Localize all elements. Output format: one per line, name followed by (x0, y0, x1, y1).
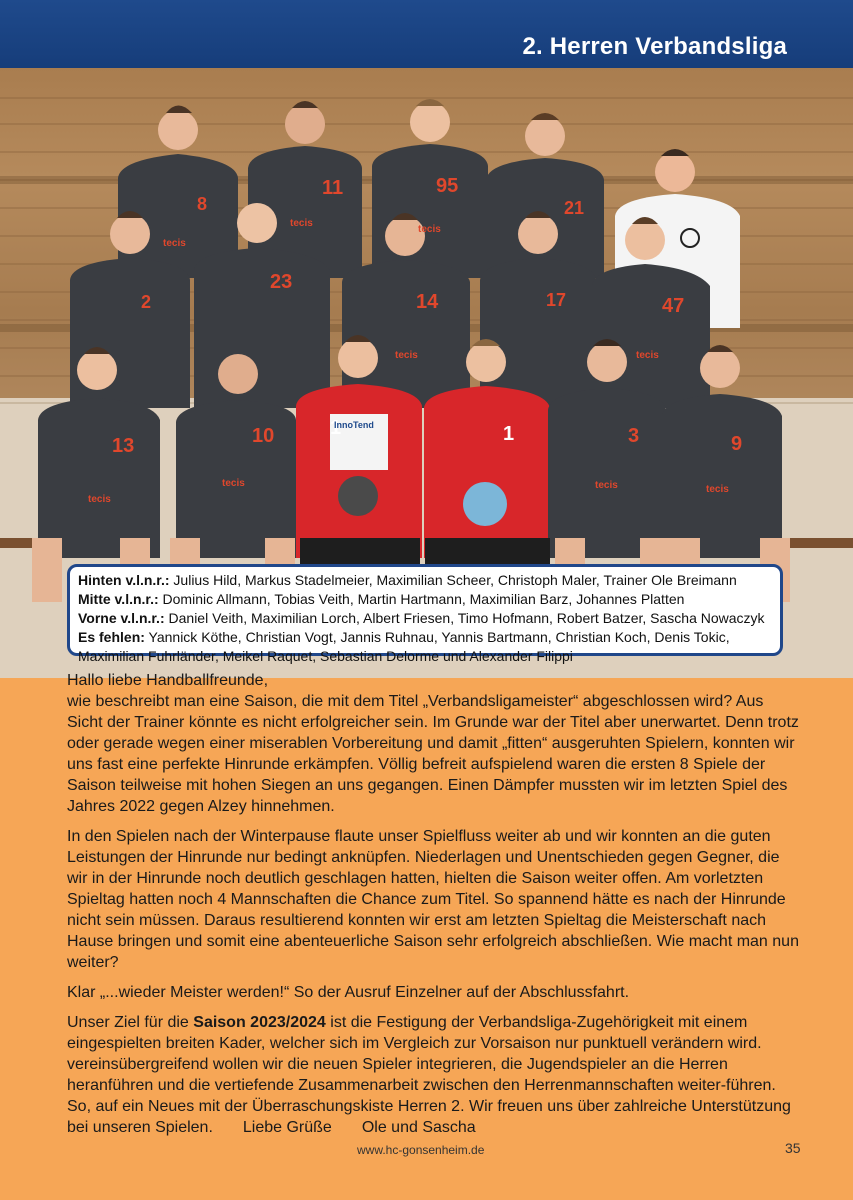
jersey-number: 9 (731, 433, 743, 455)
jersey-number: 1 (330, 417, 342, 439)
jersey-number: 95 (436, 175, 459, 197)
shirt-sponsor: tecis (595, 480, 618, 491)
caption-label: Es fehlen: (78, 629, 145, 645)
caption-line-mitte (78, 590, 780, 609)
caption-label: Mitte v.l.n.r.: (78, 591, 159, 607)
shirt-sponsor: tecis (418, 224, 441, 235)
article-paragraph: In den Spielen nach der Winterpause flaute unser Spielfluss weiter ab und wir konnten an die guten Leistungen der Hinrunde nur bedingt anknüpfen. Niederlagen und Unentschieden gegen Gegner, die wir in der Hinrunde noch deutlich geschlagen hatten, hielten die Saison weiter offen. Am vorletzten Spieltag hatten noch 4 Mannschaften die Chance zum Titel. So spannend hätte es nach der Hinrunde nicht sein müssen. Daraus resultierend konnten wir erst am letzten Spieltag die Meisterschaft nach Hause bringen und somit eine abenteuerliche Saison sehr erfolgreich abschließen. Wie macht man nun weiter? (67, 828, 799, 971)
caption-line-vorne (78, 609, 780, 628)
jersey-number: 21 (564, 198, 585, 218)
article-body (67, 670, 802, 1147)
caption-label: Vorne v.l.n.r.: (78, 610, 165, 626)
shirt-sponsor: tecis (636, 350, 659, 361)
shirt-sponsor: tecis (163, 238, 186, 249)
shirt-sponsor: tecis (222, 478, 245, 489)
keeper-sponsor: InnoTend (334, 420, 374, 430)
jersey-number: 14 (416, 291, 439, 313)
article-emphasis: Saison 2023/2024 (193, 1014, 326, 1031)
jersey-number: 47 (662, 295, 685, 317)
jersey-number: 3 (628, 425, 640, 447)
jersey-number: 10 (252, 425, 275, 447)
jersey-number: 2 (141, 292, 152, 312)
page-title: 2. Herren Verbandsliga (522, 33, 787, 60)
jersey-number: 13 (112, 435, 135, 457)
caption-names: Julius Hild, Markus Stadelmeier, Maximilian Scheer, Christoph Maler, Trainer Ole Breimann (169, 572, 737, 588)
footer-url: www.hc-gonsenheim.de (357, 1143, 485, 1157)
shirt-sponsor: tecis (88, 494, 111, 505)
caption-line-hinten (78, 571, 780, 590)
article-paragraph: wie beschreibt man eine Saison, die mit dem Titel „Verbandsligameister“ abgeschlossen wird? Aus Sicht der Trainer könnte es nicht erfolgreicher sein. Im Grunde war der Titel aber unerwartet. Denn trotz oder gerade wegen einer miserablen Vorbereitung und damit „fitten“ ausgeruhten Spielern, konnten wir uns fast eine perfekte Hinrunde erkämpfen. Völlig befreit aufspielend waren die ersten 8 Spiele der Saison teilweise mit hohen Siegen an uns gegangen. Einen Dämpfer mussten wir im letzten Spiel des Jahres 2022 gegen Alzey hinnehmen. (67, 693, 799, 815)
caption-names: Dominic Allmann, Tobias Veith, Martin Hartmann, Maximilian Barz, Johannes Platten (158, 591, 685, 607)
article-signature: Ole und Sascha (361, 1119, 476, 1136)
article-closing: Liebe Grüße (242, 1119, 332, 1136)
article-text: ist die Festigung der Verbandsliga-Zugehörigkeit mit einem eingespielten breiten Kader, welcher sich im Vergleich zur Vorsaison nur punktuell verändern wird. vereinsübergreifend wollen wir die neuen Spieler integrieren, die Jugendspieler an die Herren heranführen und die vertiefende Zusammenarbeit zwischen den Herrenmannschaften weiter-führen. So, auf ein Neues mit der Überraschungskiste Herren 2. Wir freuen uns über zahlreiche Unterstützung bei unseren Spielen. (67, 1014, 791, 1136)
caption-names: Yannick Köthe, Christian Vogt, Jannis Ruhnau, Yannis Bartmann, Christian Koch, Denis Tokic, (144, 629, 730, 645)
jersey-number: 1 (503, 423, 515, 445)
jersey-number: 23 (270, 271, 293, 293)
jersey-number: 17 (546, 290, 567, 310)
article-greeting: Hallo liebe Handballfreunde, (67, 672, 269, 689)
article-text: Unser Ziel für die (67, 1014, 194, 1031)
article-paragraph: Klar „...wieder Meister werden!“ So der Ausruf Einzelner auf der Abschlussfahrt. (67, 984, 630, 1001)
shirt-sponsor: tecis (395, 350, 418, 361)
caption-line-fehlen-cont: Maximilian Fuhrländer, Meikel Raquet, Sebastian Delorme und Alexander Filippi (78, 648, 573, 664)
caption-line-fehlen (78, 628, 780, 647)
shirt-sponsor: tecis (706, 484, 729, 495)
article-paragraph (67, 1012, 802, 1138)
caption-label: Hinten v.l.n.r.: (78, 572, 170, 588)
page-number: 35 (785, 1140, 801, 1156)
shirt-sponsor: tecis (290, 218, 313, 229)
jersey-number: 8 (197, 194, 208, 214)
team-caption (67, 564, 783, 664)
jersey-number: 11 (322, 177, 344, 199)
caption-names: Daniel Veith, Maximilian Lorch, Albert Friesen, Timo Hofmann, Robert Batzer, Sascha Nowaczyk (164, 610, 765, 626)
header-bar (0, 0, 853, 68)
